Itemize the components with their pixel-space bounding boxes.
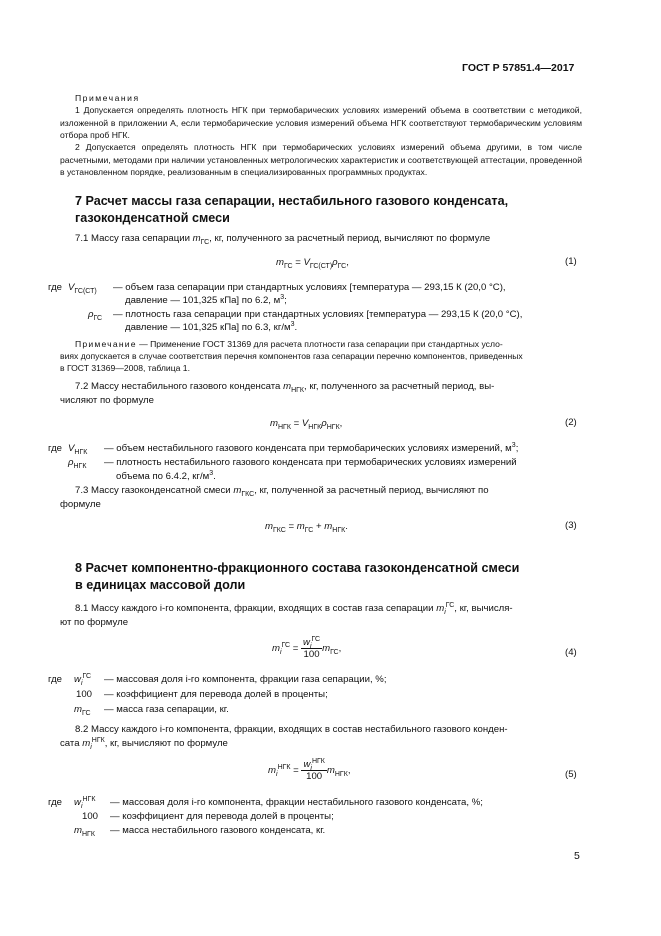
formula-4-number: (4) [565,647,577,658]
note-gost-line3: в ГОСТ 31369—2008, таблица 1. [60,363,190,373]
formula-2: $m_{НГК} = V_{НГК}\rho_{НГК}$, [270,418,343,431]
def-rho-ngk-line2: объема по 6.4.2, $кг/м^3$. [116,469,216,482]
def-v-ngk: — объем нестабильного газового конденсата при термобарических условиях измерений, $м^3$; [104,441,519,454]
def-w-gs: — массовая доля i-го компонента, фракции газа сепарации, %; [104,674,387,685]
symbol-m-gs: $m_{ГС}$ [74,704,91,717]
para-8-2: 8.2 Массу каждого i-го компонента, фракции, входящих в состав нестабильного газового конден- [75,724,508,735]
note-gost-line2: виях допускается в случае соответствия перечня компонентов газа сепарации перечню компонентов, приведенных [60,351,523,361]
formula-1-number: (1) [565,256,577,267]
section-7-heading-line2: газоконденсатной смеси [75,211,230,225]
where-label-4: где [48,797,63,808]
para-8-2-line2: сата $m_i^{НГК}$, кг, вычисляют по формуле [60,736,228,751]
symbol-v-gs: $V_{ГС(СТ)}$ [68,282,97,295]
formula-5: $m_i^{НГК}$ = $w_i^{НГК}$ 100 $m_{НГК}$, [268,757,351,782]
para-8-1-line2: ют по формуле [60,617,129,628]
symbol-rho-gs: $\rho_{ГС}$ [88,309,103,322]
section-8-heading-line2: в единицах массовой доли [75,578,246,592]
def-v-gs: — объем газа сепарации при стандартных условиях [температура — 293,15 К (20,0 °С), [113,282,506,293]
para-8-1: 8.1 Массу каждого i-го компонента, фракции, входящих в состав газа сепарации $m_i^{ГС}$, кг, вычисля- [75,601,513,616]
def-rho-gs-line2: давление — 101,325 кПа] по 6.3, $кг/м^3$. [125,320,298,333]
def-100: — коэффициент для перевода долей в проценты; [104,689,328,700]
para-7-3-line2: формуле [60,499,101,510]
def-m-gs: — масса газа сепарации, кг. [104,704,229,715]
formula-1: $m_{ГС} = V_{ГС(СТ)}\rho_{ГС}$, [276,257,349,270]
symbol-rho-ngk: $\rho_{НГК}$ [68,457,87,470]
def-100b: — коэффициент для перевода долей в проценты; [110,811,334,822]
formula-3-number: (3) [565,520,577,531]
symbol-w-gs: $w_i^{ГС}$ [74,672,92,687]
document-code: ГОСТ Р 57851.4—2017 [462,62,575,74]
symbol-m-ngk: $m_{НГК}$ [74,825,95,838]
para-7-1: 7.1 Массу газа сепарации $m_{ГС}$, кг, полученного за расчетный период, вычисляют по формуле [75,233,491,246]
symbol-w-ngk: $w_i^{НГК}$ [74,795,96,810]
formula-5-number: (5) [565,769,577,780]
symbol-100b: 100 [82,811,99,822]
symbol-100: 100 [76,689,93,700]
section-7-heading-line1: 7 Расчет массы газа сепарации, нестабильного газового конденсата, [75,194,509,208]
def-rho-ngk: — плотность нестабильного газового конденсата при термобарических условиях измерений [104,457,517,468]
note-gost: Примечание — Применение ГОСТ 31369 для расчета плотности газа сепарации при стандартных усло- [75,339,503,349]
def-rho-gs: — плотность газа сепарации при стандартных условиях [температура — 293,15 К (20,0 °С), [113,309,523,320]
page-number: 5 [574,850,580,862]
para-7-2: 7.2 Массу нестабильного газового конденсата $m_{НГК}$, кг, полученного за расчетный период, вы- [75,381,495,394]
where-label-2: где [48,443,63,454]
para-7-2-line2: числяют по формуле [60,395,154,406]
formula-2-number: (2) [565,417,577,428]
formula-4: $m_i^{ГС}$ = $w_i^{ГС}$ 100 $m_{ГС}$, [272,635,342,660]
def-w-ngk: — массовая доля i-го компонента, фракции нестабильного газового конденсата, %; [110,797,483,808]
def-v-gs-line2: давление — 101,325 кПа] по 6.2, $м^3$; [125,293,287,306]
symbol-v-ngk: $V_{НГК}$ [68,443,88,456]
para-7-3: 7.3 Массу газоконденсатной смеси $m_{ГКС}$, кг, полученной за расчетный период, вычисляют по [75,485,489,498]
note-2: 2 Допускается определять плотность НГК при термобарических условиях измерений объема другими, в том числе расчетными, методами при наличии установленных метрологических характеристик и соответствующей аттестации, проведенной в установленном порядке, реализованным в специализированных программных продуктах. [60,142,582,177]
formula-3: $m_{ГКС} = m_{ГС} + m_{НГК}$. [265,521,348,534]
section-8-heading-line1: 8 Расчет компонентно-фракционного состава газоконденсатной смеси [75,561,520,575]
def-m-ngk: — масса нестабильного газового конденсата, кг. [110,825,326,836]
where-label: где [48,282,63,293]
note-1: 1 Допускается определять плотность НГК при термобарических условиях измерений объема в соответствии с методикой, изложенной в приложении А, если термобарические условия измерений объема НГК соответствуют термобарическим условиям отбора проб НГК. [60,105,582,140]
where-label-3: где [48,674,63,685]
notes-title: Примечания [75,93,140,103]
